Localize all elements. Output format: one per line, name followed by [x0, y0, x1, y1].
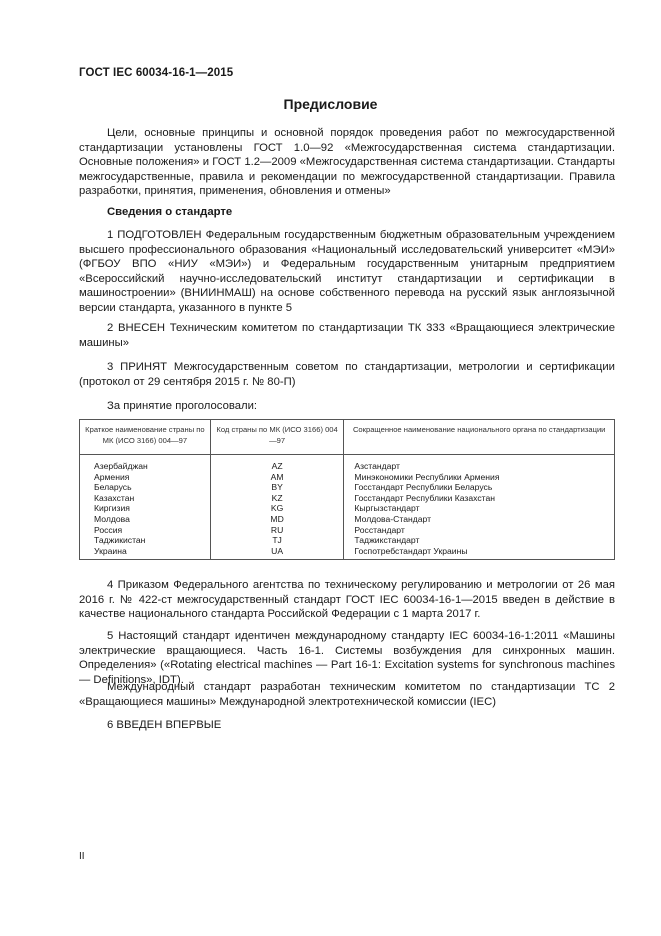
- code-cell: AZ: [210, 455, 344, 472]
- item-6-paragraph: 6 ВВЕДЕН ВПЕРВЫЕ: [107, 719, 222, 731]
- code-cell: MD: [210, 514, 344, 525]
- document-code-header: ГОСТ IEC 60034-16-1—2015: [79, 67, 234, 79]
- item-2-paragraph: 2 ВНЕСЕН Техническим комитетом по стандартизации ТК 333 «Вращающиеся электрические машины»: [79, 322, 615, 349]
- code-cell: RU: [210, 525, 344, 536]
- code-cell: BY: [210, 482, 344, 493]
- item-5-note-paragraph: Международный стандарт разработан техническим комитетом по стандартизации TC 2 «Вращающиеся машины» Международной электротехнической комиссии (IEC): [79, 681, 615, 708]
- table-row: [80, 482, 615, 493]
- country-cell: Армения: [80, 472, 211, 483]
- intro-paragraph: Цели, основные принципы и основной порядок проведения работ по межгосударственной стандартизации установлены ГОСТ 1.0—92 «Межгосударственная система стандартизации. Основные положения» и ГОСТ 1.2—2009 «Межгосударственная система стандартизации. Стандарты межгосударственные, правила и рекомендации по межгосударственной стандартизации. Правила разработки, принятия, применения, обновления и отмены»: [79, 127, 615, 198]
- item-4-paragraph: 4 Приказом Федерального агентства по техническому регулированию и метрологии от 26 мая 2016 г. № 422-ст межгосударственный стандарт ГОСТ IEC 60034-16-1—2015 введен в действие в качестве национального стандарта Российской Федерации с 1 марта 2017 г.: [79, 579, 615, 621]
- item-3-paragraph: 3 ПРИНЯТ Межгосударственным советом по стандартизации, метрологии и сертификации (протокол от 29 сентября 2015 г. № 80-П): [79, 361, 615, 388]
- page-number: II: [79, 851, 85, 862]
- column-header-code: Код страны по МК (ИСО 3166) 004—97: [210, 420, 344, 455]
- table-row: [80, 455, 615, 472]
- country-cell: Азербайджан: [80, 455, 211, 472]
- code-cell: KG: [210, 503, 344, 514]
- table-row: [80, 493, 615, 504]
- code-cell: TJ: [210, 535, 344, 546]
- code-cell: UA: [210, 546, 344, 560]
- body-cell: Кыргызстандарт: [344, 503, 615, 514]
- column-header-body: Сокращенное наименование национального органа по стандартизации: [344, 420, 615, 455]
- body-cell: Госстандарт Республики Казахстан: [344, 493, 615, 504]
- page-title: Предисловие: [283, 96, 378, 112]
- country-cell: Таджикистан: [80, 535, 211, 546]
- body-cell: Росстандарт: [344, 525, 615, 536]
- body-cell: Минэкономики Республики Армения: [344, 472, 615, 483]
- column-header-country: Краткое наименование страны по МК (ИСО 3166) 004—97: [80, 420, 211, 455]
- table-row: [80, 535, 615, 546]
- section-subheading: Сведения о стандарте: [107, 206, 233, 218]
- table-row: [80, 546, 615, 560]
- item-1-paragraph: 1 ПОДГОТОВЛЕН Федеральным государственным бюджетным образовательным учреждением высшего профессионального образования «Национальный исследовательский университет «МЭИ» (ФГБОУ ВПО «НИУ «МЭИ») и Федеральным государственным унитарным предприятием «Всероссийский научно-исследовательский институт стандартизации и сертификации в машиностроении» (ВНИИНМАШ) на основе собственного перевода на русский язык англоязычной версии стандарта, указанного в пункте 5: [79, 229, 615, 314]
- code-cell: KZ: [210, 493, 344, 504]
- body-cell: Таджикстандарт: [344, 535, 615, 546]
- votes-label: За принятие проголосовали:: [107, 400, 258, 412]
- country-cell: Киргизия: [80, 503, 211, 514]
- body-cell: Госпотребстандарт Украины: [344, 546, 615, 560]
- table-row: [80, 503, 615, 514]
- country-cell: Молдова: [80, 514, 211, 525]
- country-cell: Россия: [80, 525, 211, 536]
- votes-table: [79, 419, 615, 560]
- country-cell: Беларусь: [80, 482, 211, 493]
- item-5-paragraph: 5 Настоящий стандарт идентичен международному стандарту IEC 60034-16-1:2011 «Машины электрические вращающиеся. Часть 16-1. Системы возбуждения для синхронных машин. Определения» («Rotating electrical machines — Part 16-1: Excitation systems for synchronous machines — Definitions», IDT).: [79, 630, 615, 686]
- body-cell: Азстандарт: [344, 455, 615, 472]
- country-cell: Украина: [80, 546, 211, 560]
- code-cell: AM: [210, 472, 344, 483]
- body-cell: Госстандарт Республики Беларусь: [344, 482, 615, 493]
- table-header-row: [80, 420, 615, 455]
- body-cell: Молдова-Стандарт: [344, 514, 615, 525]
- table-row: [80, 514, 615, 525]
- table-row: [80, 525, 615, 536]
- country-cell: Казахстан: [80, 493, 211, 504]
- table-row: [80, 472, 615, 483]
